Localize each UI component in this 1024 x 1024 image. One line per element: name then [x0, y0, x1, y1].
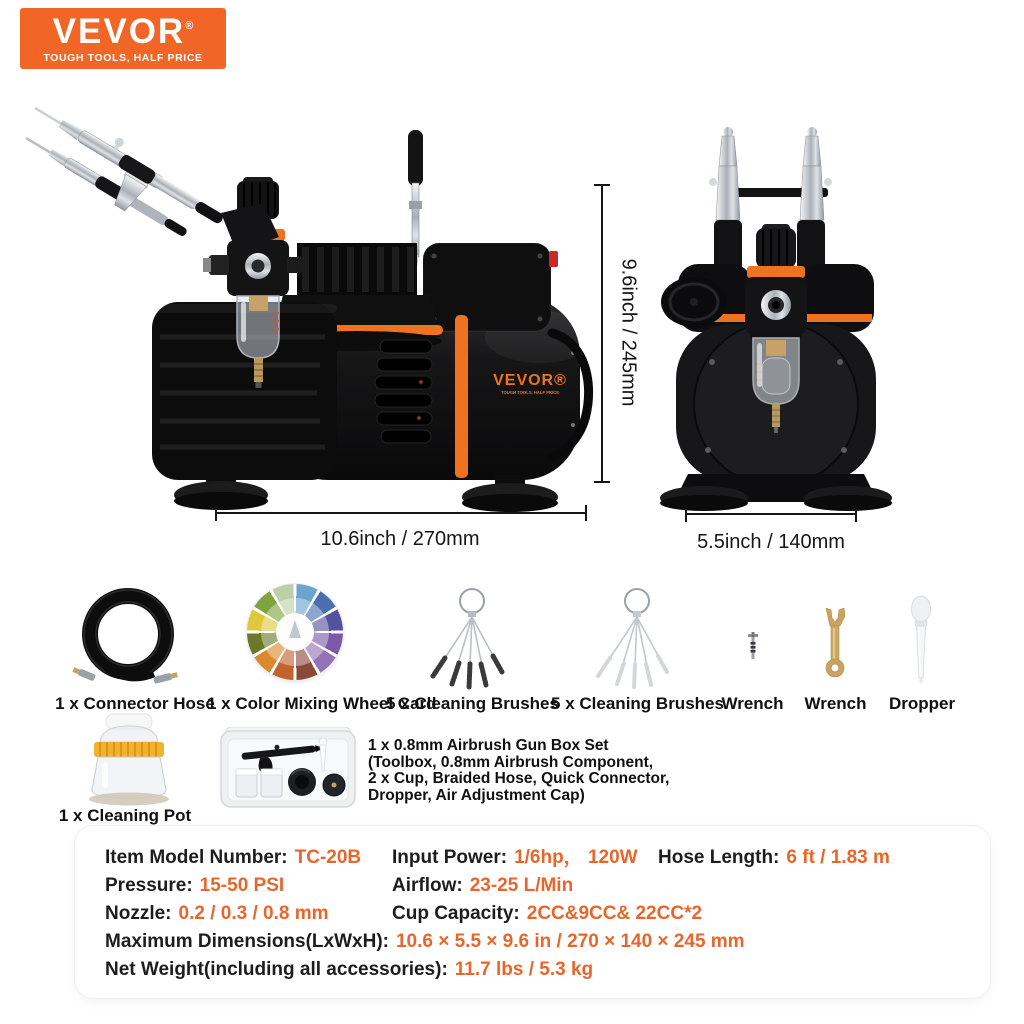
width-dim-cap-right	[855, 506, 857, 522]
spec-label: Cup Capacity:	[392, 903, 520, 924]
compressor-side-view-image	[25, 85, 600, 515]
color-wheel-label: 1 x Color Mixing Wheel Card	[207, 694, 437, 713]
length-dim-cap-right	[585, 505, 587, 521]
dropper-label: Dropper	[888, 694, 956, 713]
spec-value: 6 ft / 1.83 m	[786, 847, 890, 868]
wheel-pointer-icon	[289, 620, 301, 638]
spec-value: 10.6 × 5.5 × 9.6 in / 270 × 140 × 245 mm	[395, 931, 745, 952]
spec-label: Item Model Number:	[105, 847, 288, 868]
compressor-front-view-image	[650, 112, 900, 512]
wrench-gold-image	[818, 608, 852, 680]
length-dimension-line	[216, 512, 586, 514]
brand-name	[52, 11, 194, 51]
registered-mark: ®	[185, 19, 194, 32]
cleaning-pot-image	[70, 712, 182, 808]
airbrush-box-set-image	[220, 727, 358, 811]
spec-label: Input Power:	[392, 847, 508, 868]
spec-label: Hose Length:	[658, 847, 780, 868]
brand-name-text: VEVOR	[52, 11, 186, 51]
color-mixing-wheel-image	[247, 584, 343, 680]
round-canister	[661, 277, 727, 327]
spec-pressure	[105, 874, 284, 898]
width-dimension-label: 5.5inch / 140mm	[697, 531, 845, 553]
spec-hose-length	[658, 846, 890, 870]
compressor-tagline-text: TOUGH TOOLS, HALF PRICE	[500, 390, 560, 395]
box-set-line2: (Toolbox, 0.8mm Airbrush Component,	[368, 753, 654, 771]
spec-label: Nozzle:	[105, 903, 172, 924]
spec-value: TC-20B	[294, 847, 362, 868]
box-set-line4: Dropper, Air Adjustment Cap)	[368, 786, 585, 804]
spec-value: 15-50 PSI	[199, 875, 285, 896]
cleaning-pot-label: 1 x Cleaning Pot	[58, 806, 192, 825]
length-dim-cap-left	[215, 505, 217, 521]
spec-net-weight	[105, 958, 593, 982]
length-dimension-label: 10.6inch / 270mm	[320, 528, 480, 550]
spec-input-power	[392, 846, 638, 870]
wrench-small-image	[745, 632, 761, 662]
spec-item-model	[105, 846, 361, 870]
power-switch-icon	[549, 251, 558, 267]
compressor-brand-text: VEVOR®	[493, 372, 567, 389]
orange-ring-accent-right	[802, 314, 872, 322]
box-set-line1: 1 x 0.8mm Airbrush Gun Box Set	[368, 737, 609, 754]
cleaning-brushes-set2-image	[570, 584, 705, 696]
height-dimension-label: 9.6inch / 245mm	[617, 258, 640, 407]
spec-label: Airflow:	[392, 875, 463, 896]
connector-hose-label: 1 x Connector Hose	[55, 694, 215, 713]
spec-value: 1/6hp， 120W	[514, 847, 638, 868]
spec-nozzle	[105, 902, 328, 926]
spec-value: 0.2 / 0.3 / 0.8 mm	[178, 903, 329, 924]
connector-hose-image	[58, 586, 208, 694]
orange-stripe-accent	[455, 315, 468, 478]
height-dimension-line	[601, 185, 603, 482]
spec-value: 11.7 lbs / 5.3 kg	[454, 959, 594, 980]
brand-tagline: TOUGH TOOLS, HALF PRICE	[43, 51, 203, 64]
wrench1-label: Wrench	[721, 694, 784, 713]
spec-label: Net Weight(including all accessories):	[105, 959, 448, 980]
spec-value: 23-25 L/Min	[469, 875, 574, 896]
box-set-description	[368, 738, 669, 804]
cleaning-brushes-set1-image	[405, 584, 540, 696]
width-dimension-line	[686, 513, 856, 515]
width-dim-cap-left	[685, 506, 687, 522]
wrench2-label: Wrench	[804, 694, 867, 713]
brushes2-label: 5 x Cleaning Brushes	[551, 694, 724, 713]
spec-label: Maximum Dimensions(LxWxH):	[105, 931, 389, 952]
box-set-line3: 2 x Cup, Braided Hose, Quick Connector,	[368, 770, 670, 787]
vevor-logo	[20, 8, 226, 69]
height-dim-cap-bottom	[594, 481, 610, 483]
spec-airflow	[392, 874, 573, 898]
motor-housing	[423, 243, 558, 331]
dropper-image	[908, 594, 934, 686]
brushes1-label: 5 x Cleaning Brushes	[386, 694, 559, 713]
height-dim-cap-top	[594, 184, 610, 186]
spec-value: 2CC&9CC& 22CC*2	[526, 903, 703, 924]
spec-label: Pressure:	[105, 875, 193, 896]
spec-cup-capacity	[392, 902, 702, 926]
spec-max-dimensions	[105, 930, 745, 954]
airbrush-guns-icon	[25, 92, 231, 256]
